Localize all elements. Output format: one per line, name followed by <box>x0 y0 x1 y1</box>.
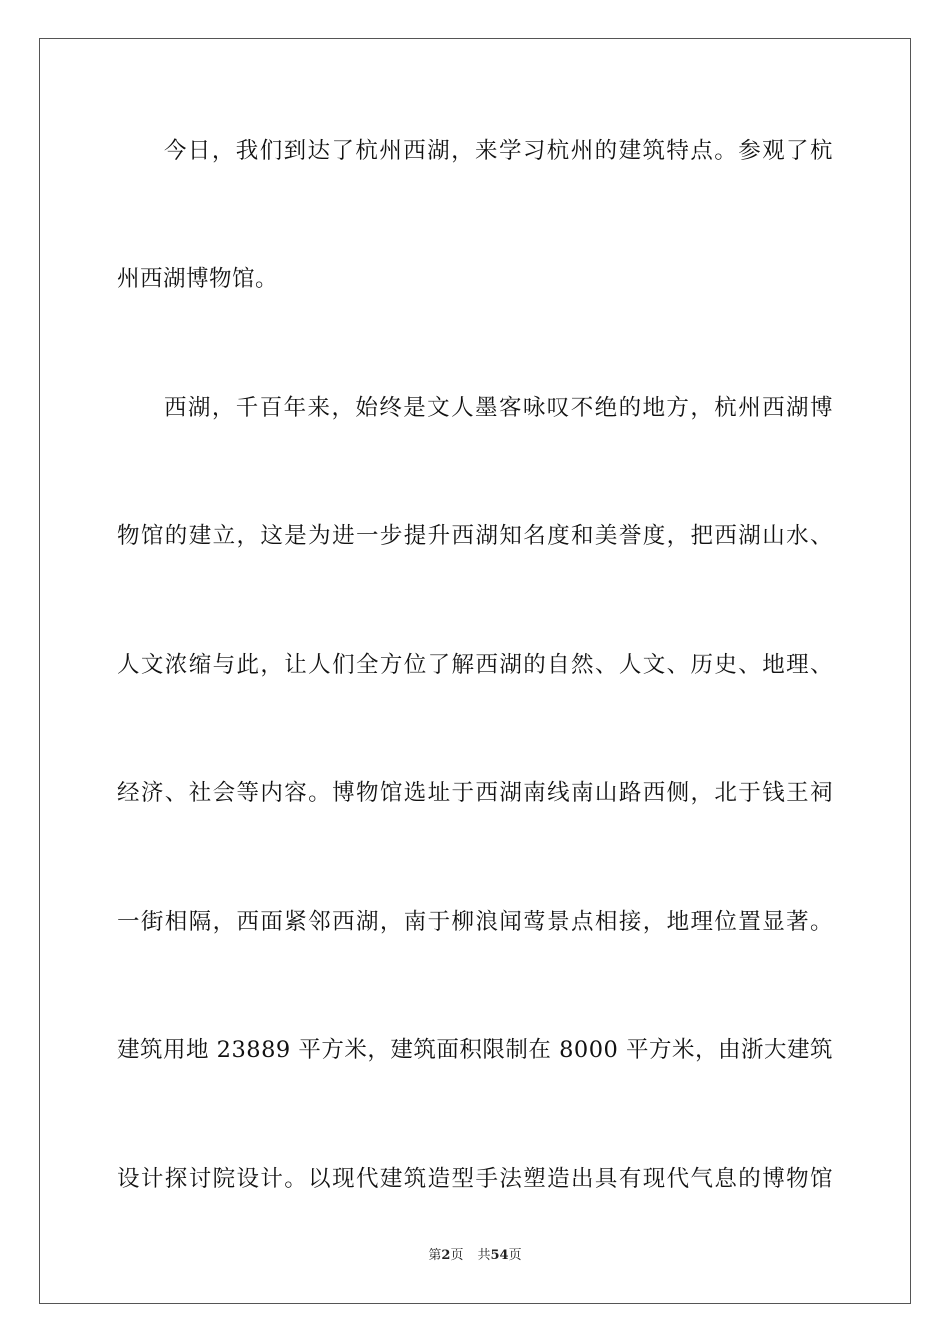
paragraph-1-line-2: 州西湖博物馆。 <box>117 266 279 292</box>
page-number: 2 <box>441 1248 451 1263</box>
paragraph-2-line-7: 设计探讨院设计。以现代建筑造型手法塑造出具有现代气息的博物馆 <box>117 1166 833 1192</box>
page-prefix: 第 <box>428 1248 442 1263</box>
paragraph-2-line-5: 一街相隔，西面紧邻西湖，南于柳浪闻莺景点相接，地理位置显著。 <box>117 909 833 935</box>
paragraph-2-line-2: 物馆的建立，这是为进一步提升西湖知名度和美誉度，把西湖山水、 <box>117 523 833 549</box>
paragraph-2-line-6: 建筑用地 23889 平方米，建筑面积限制在 8000 平方米，由浙大建筑 <box>117 1037 833 1063</box>
total-pages: 54 <box>490 1248 509 1263</box>
page-suffix: 页 <box>450 1248 464 1263</box>
total-suffix: 页 <box>508 1248 522 1263</box>
total-prefix: 共 <box>477 1248 491 1263</box>
paragraph-2-line-1: 西湖，千百年来，始终是文人墨客咏叹不绝的地方，杭州西湖博 <box>164 395 833 421</box>
page-footer <box>0 1246 950 1266</box>
paragraph-2-line-4: 经济、社会等内容。博物馆选址于西湖南线南山路西侧，北于钱王祠 <box>117 780 833 806</box>
paragraph-1-line-1: 今日，我们到达了杭州西湖，来学习杭州的建筑特点。参观了杭 <box>164 138 833 164</box>
paragraph-2-line-3: 人文浓缩与此，让人们全方位了解西湖的自然、人文、历史、地理、 <box>117 652 833 678</box>
